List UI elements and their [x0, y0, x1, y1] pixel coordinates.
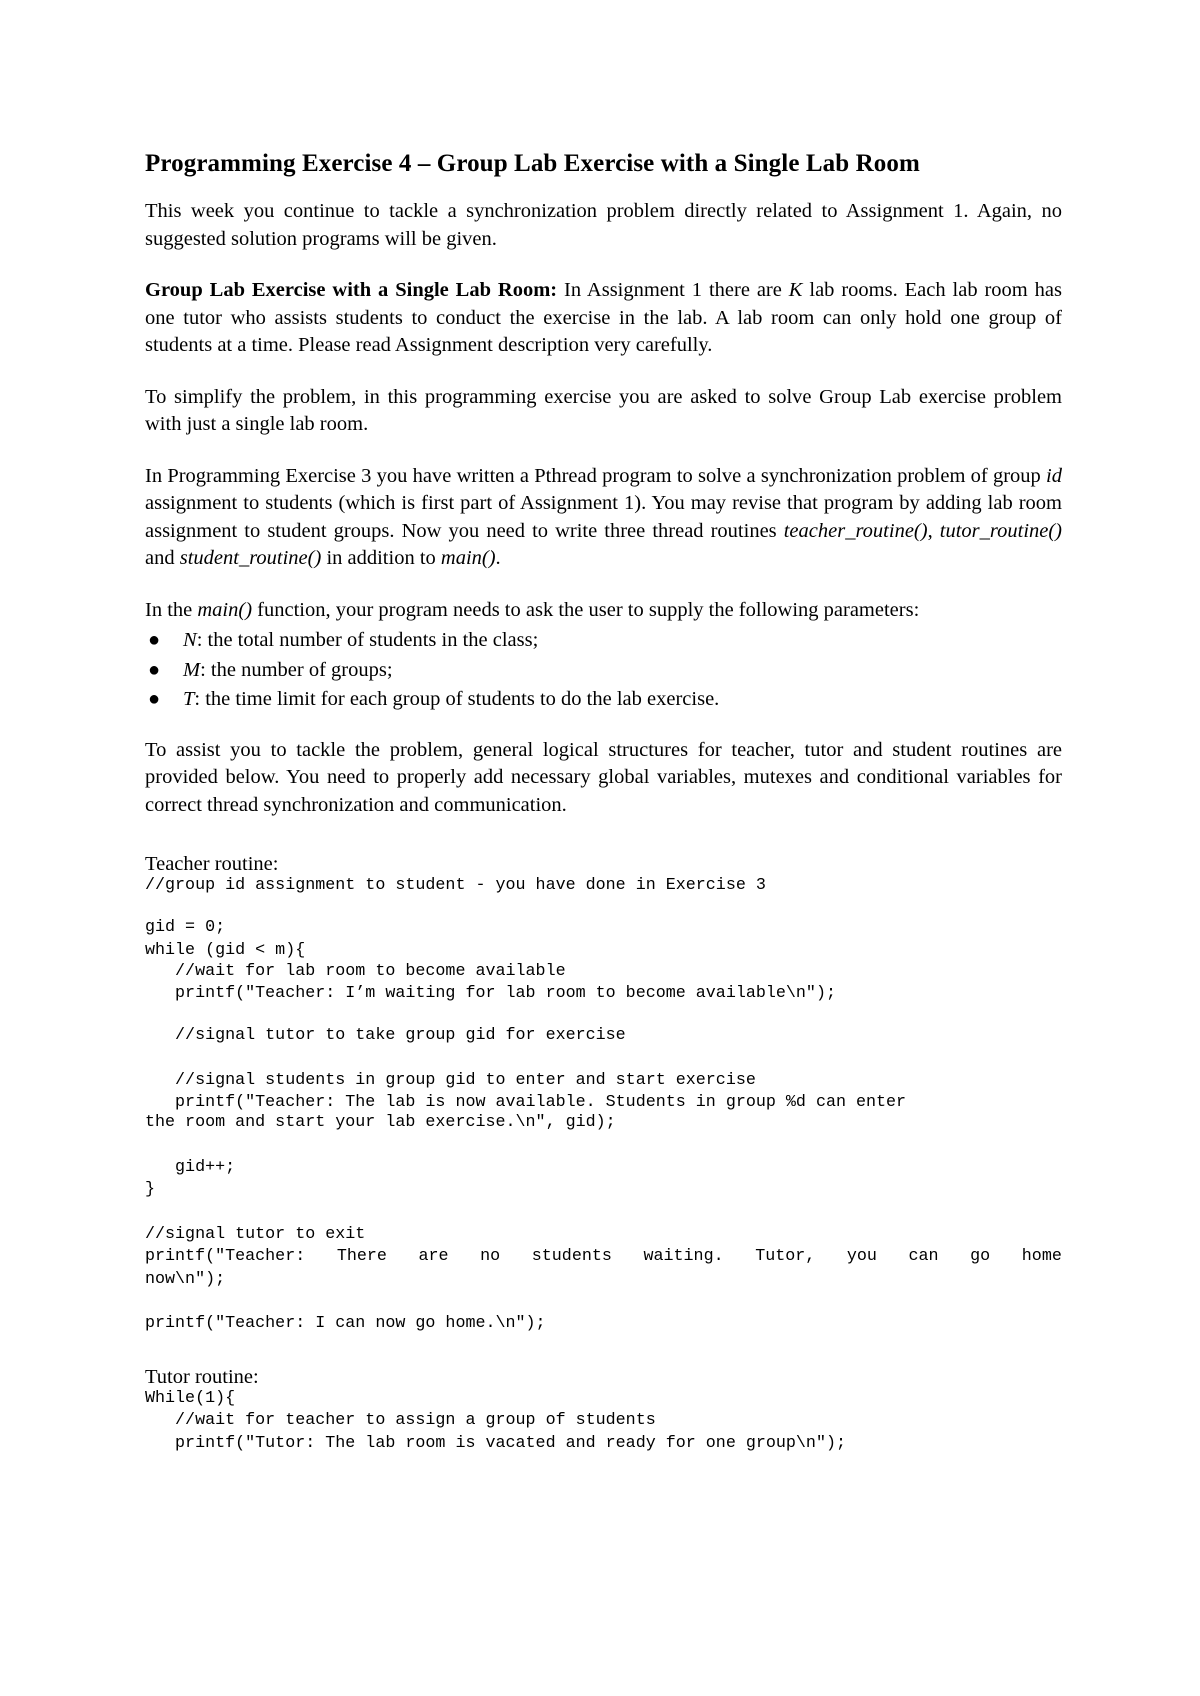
code-line: now\n"); [145, 1269, 226, 1289]
simplify-paragraph: To simplify the problem, in this programming exercise you are asked to solve Group Lab exercise problem with just a single lab room. [145, 385, 1062, 435]
list-item [148, 685, 1062, 715]
code-word: waiting. [643, 1247, 724, 1266]
teacher-code-block [145, 875, 1062, 1336]
bullet-icon: ● [148, 688, 161, 710]
code-line: gid++; [145, 1157, 236, 1177]
code-line: printf("Teacher: I can now go home.\n"); [145, 1314, 546, 1333]
pe3-text-1: In Programming Exercise 3 you have written a Pthread program to solve a synchronization problem of group [145, 464, 1047, 487]
param-text-m: : the number of groups; [200, 658, 393, 681]
code-line: printf("Teacher: The lab is now available. Students in group %d can enter [145, 1093, 907, 1112]
code-blank [145, 1135, 1062, 1157]
param-text-t: : the time limit for each group of students to do the lab exercise. [194, 688, 720, 710]
tutor-code-block [145, 1388, 1062, 1456]
code-word: printf("Teacher: [145, 1247, 306, 1266]
code-line: //signal students in group gid to enter and start exercise [145, 1070, 756, 1090]
group-lab-paragraph [145, 277, 1062, 360]
code-line: the room and start your lab exercise.\n", gid); [145, 1113, 616, 1132]
code-line: //group id assignment to student - you have done in Exercise 3 [145, 876, 766, 895]
code-blank [145, 1291, 1062, 1313]
code-word: go [970, 1247, 991, 1266]
param-var-n: N [183, 629, 197, 651]
pe3-teacher-routine: teacher_routine() [783, 519, 928, 542]
bullet-icon: ● [148, 629, 161, 651]
pe3-separator: , [927, 519, 940, 542]
group-lab-text-1: In Assignment 1 there are [557, 279, 789, 301]
group-lab-text-2: lab rooms. Each lab room has one tutor who assists students to conduct the exercise in the lab. A lab room can only hold one group of students at a time. Please read Assignment description very carefully. [145, 279, 1062, 356]
pe3-main-function: main() [440, 547, 496, 569]
code-line: gid = 0; [145, 918, 226, 937]
intro-paragraph: This week you continue to tackle a synchronization problem directly related to Assignment 1. Again, no suggested solution programs will be given. [145, 200, 1062, 250]
code-blank [145, 1048, 1062, 1070]
param-var-m: M [183, 658, 201, 681]
pe3-text-2: assignment to students (which is first part of Assignment 1). You may revise that program by adding lab room assignment to student groups. Now you need to write three thread routines [145, 492, 1062, 542]
main-params-text-2: function, your program needs to ask the user to supply the following parameters: [252, 598, 920, 621]
code-line: While(1){ [145, 1388, 236, 1408]
main-params-paragraph [145, 597, 1062, 625]
pe3-id-term: id [1046, 464, 1062, 487]
code-word: students [531, 1247, 612, 1266]
code-blank [145, 1006, 1062, 1026]
code-line: printf("Tutor: The lab room is vacated and ready for one group\n"); [145, 1433, 846, 1453]
code-word: Tutor, [755, 1247, 816, 1266]
param-var-t: T [183, 688, 195, 710]
pe3-and: and [145, 547, 180, 569]
code-blank [145, 898, 1062, 918]
code-word: you [846, 1247, 877, 1266]
code-line: //wait for teacher to assign a group of students [145, 1411, 656, 1430]
code-line: //signal tutor to exit [145, 1224, 366, 1244]
document-page [145, 148, 1062, 1455]
main-params-main-function: main() [197, 598, 253, 621]
code-line: //signal tutor to take group gid for exercise [145, 1026, 626, 1045]
code-line: printf("Teacher: I’m waiting for lab room to become available\n"); [145, 984, 836, 1003]
pe3-student-routine: student_routine() [179, 547, 322, 569]
pe3-end: . [495, 547, 501, 569]
teacher-routine-label: Teacher routine: [145, 853, 279, 875]
group-lab-k-var: K [788, 279, 803, 301]
pe3-text-3: in addition to [321, 547, 441, 569]
parameter-list [145, 626, 1062, 715]
code-line: } [145, 1180, 156, 1199]
group-lab-lead: Group Lab Exercise with a Single Lab Room: [145, 279, 558, 301]
list-item [148, 656, 1062, 686]
tutor-routine-label: Tutor routine: [145, 1365, 259, 1388]
code-word: There [336, 1247, 387, 1266]
bullet-icon: ● [148, 658, 161, 681]
code-line-justified [145, 1246, 1062, 1269]
pe3-tutor-routine: tutor_routine() [939, 519, 1063, 542]
code-line: while (gid < m){ [145, 940, 306, 960]
list-item [148, 626, 1062, 656]
param-text-n: : the total number of students in the class; [196, 629, 539, 651]
main-params-text-1: In the [145, 598, 198, 621]
code-word: can [908, 1247, 939, 1266]
assist-paragraph: To assist you to tackle the problem, general logical structures for teacher, tutor and student routines are provided below. You need to properly add necessary global variables, mutexes and conditional variables for correct thread synchronization and communication. [145, 738, 1062, 816]
code-blank [145, 1202, 1062, 1224]
code-line: //wait for lab room to become available [145, 961, 566, 981]
code-word: home [1021, 1247, 1062, 1266]
page-title: Programming Exercise 4 – Group Lab Exercise with a Single Lab Room [145, 150, 920, 177]
code-word: no [480, 1247, 501, 1266]
pe3-paragraph [145, 463, 1062, 573]
code-word: are [418, 1247, 449, 1266]
